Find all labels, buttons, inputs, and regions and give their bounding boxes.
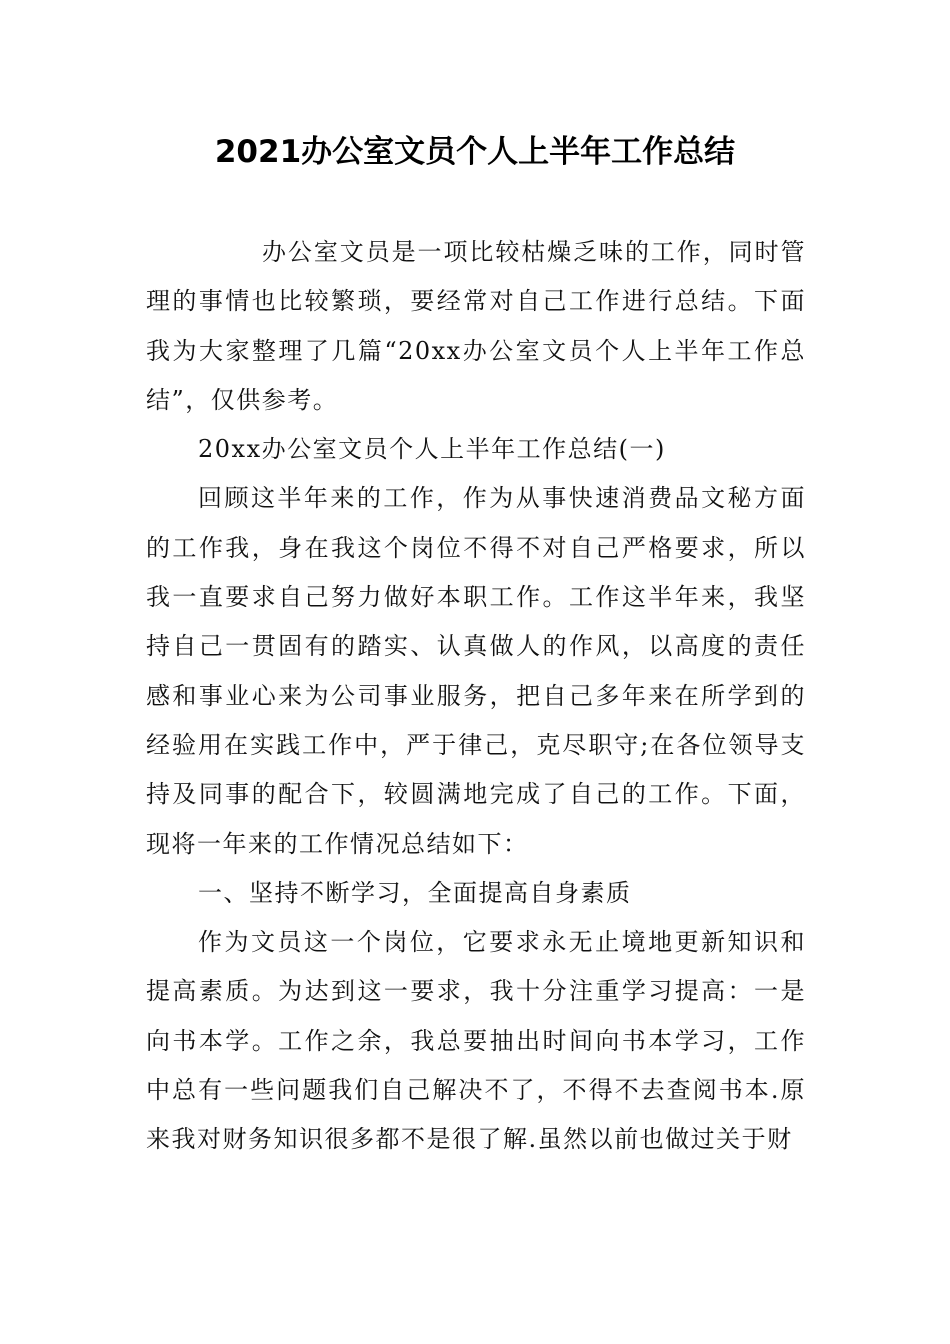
subsection-heading: 一、坚持不断学习，全面提高自身素质 (198, 878, 632, 907)
document-title: 2021办公室文员个人上半年工作总结 (214, 134, 736, 170)
body-paragraph: 回顾这半年来的工作，作为从事快速消费品文秘方面的工作我，身在我这个岗位不得不对自己严格要求，所以我一直要求自己努力做好本职工作。工作这半年来，我坚持自己一贯固有的踏实、认真做人的作风，以高度的责任感和事业心来为公司事业服务，把自己多年来在所学到的经验用在实践工作中，严于律己，克尽职守;在各位领导支持及同事的配合下，较圆满地完成了自己的工作。下面，现将一年来的工作情况总结如下： (146, 484, 806, 858)
body-paragraph: 作为文员这一个岗位，它要求永无止境地更新知识和提高素质。为达到这一要求，我十分注重学习提高：一是向书本学。工作之余，我总要抽出时间向书本学习，工作中总有一些问题我们自己解决不了，不得不去查阅书本.原来我对财务知识很多都不是很了解.虽然以前也做过关于财 (146, 928, 806, 1154)
document-body (146, 228, 806, 1165)
section-heading: 20xx办公室文员个人上半年工作总结(一) (198, 435, 666, 464)
intro-paragraph: 办公室文员是一项比较枯燥乏味的工作，同时管理的事情也比较繁琐，要经常对自己工作进行总结。下面我为大家整理了几篇“20xx办公室文员个人上半年工作总结”，仅供参考。 (146, 238, 806, 414)
